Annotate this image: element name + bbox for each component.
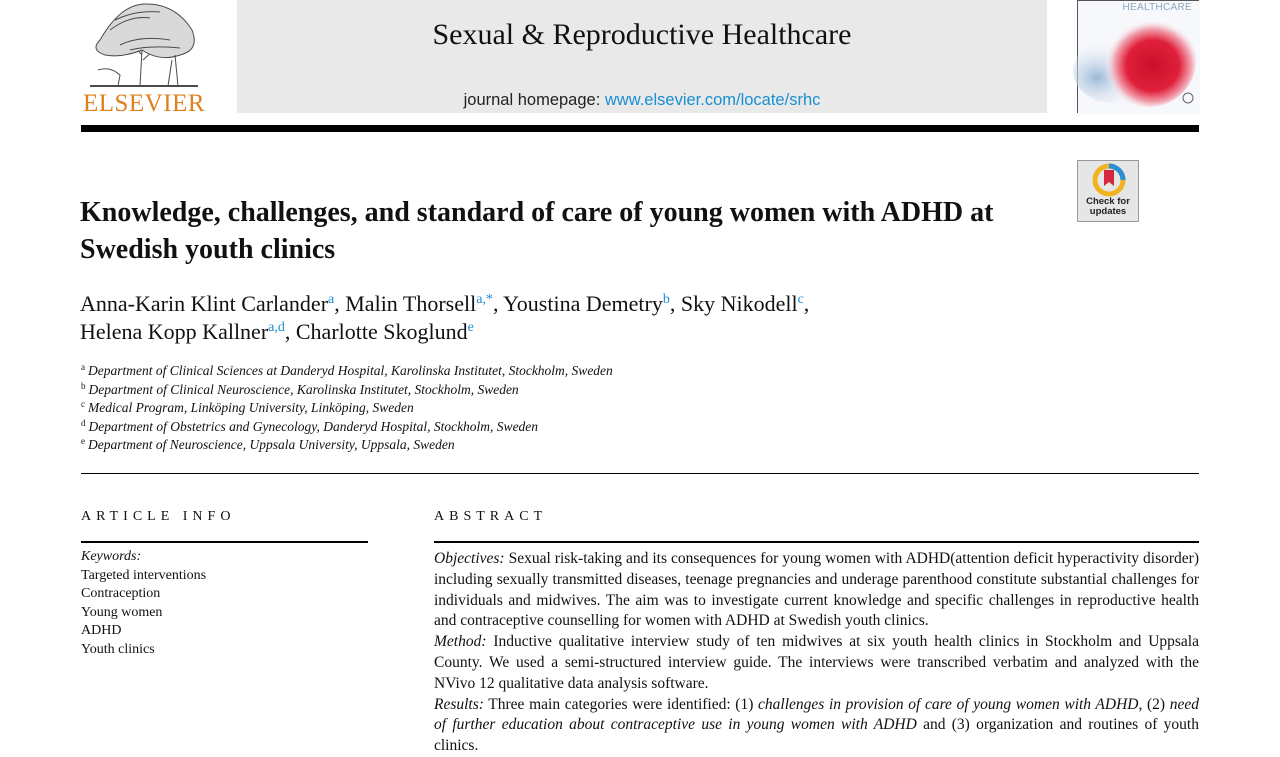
keyword-item: Youth clinics [81,641,155,657]
affiliation-text: Department of Clinical Neuroscience, Karolinska Institutet, Stockholm, Sweden [88,381,519,397]
publisher-logo[interactable] [80,0,208,116]
affiliation-text: Department of Neuroscience, Uppsala University, Uppsala, Sweden [88,437,455,452]
author-separator: , [669,291,681,316]
crossmark-line-1: Check for [1086,196,1130,207]
author-separator: , [284,319,296,344]
article-title: Knowledge, challenges, and standard of care of young women with ADHD at Swedish youth clinics [80,197,994,265]
article-info-heading: ARTICLE INFO [81,509,236,524]
affiliation-item [81,399,981,418]
header-divider [81,125,1199,132]
author-separator: , [492,291,504,316]
article-info-divider [81,541,368,543]
objectives-text: Sexual risk-taking and its consequences for young women with ADHD(attention deficit hyperactivity disorder) including sexually transmitted diseases, teenage pregnancies and underage parenthood constitute substantial challenges for individuals and midwives. The aim was to investigate current knowledge and specific challenges in reproductive health and contraceptive counselling for women with ADHD at Swedish youth clinics. [434,550,1199,630]
author-affiliation-link[interactable]: b [662,292,670,307]
author-affiliation-link[interactable]: e [467,320,474,335]
journal-banner [237,0,1047,113]
crossmark-line-2: updates [1089,205,1127,217]
cover-art-icon [1078,1,1200,114]
affiliation-text: Department of Clinical Sciences at Danderyd Hospital, Karolinska Institutet, Stockholm, Sweden [88,363,613,378]
keyword-item: ADHD [81,623,122,639]
affiliation-marker: e [81,436,85,446]
method-label: Method: [434,633,487,651]
keywords-label: Keywords: [81,549,142,564]
keyword-item: Targeted interventions [81,567,207,583]
author-name[interactable]: Youstina Demetry [503,291,663,316]
results-label: Results: [434,695,484,713]
author-name[interactable]: Malin Thorsell [345,291,477,316]
section-divider [81,473,1199,474]
affiliation-list [81,362,981,455]
author-separator: , [803,291,810,316]
journal-title: Sexual & Reproductive Healthcare [432,18,852,51]
affiliation-marker: c [81,399,85,409]
abstract-body [434,549,1199,757]
affiliation-item [81,362,981,381]
author-affiliation-link[interactable]: c [797,292,804,307]
author-affiliation-link[interactable]: a [328,292,335,307]
affiliation-marker: d [81,417,86,428]
journal-cover-thumbnail[interactable] [1077,0,1199,113]
author-name[interactable]: Anna-Karin Klint Carlander [80,291,329,316]
author-name[interactable]: Charlotte Skoglund [295,319,468,344]
author-separator: , [334,291,346,316]
homepage-prefix: journal homepage: [463,91,605,109]
affiliation-item [81,418,981,437]
crossmark-icon [1078,161,1140,197]
objectives-label: Objectives: [434,550,505,567]
results-text: Three main categories were identified: (1) [483,695,759,713]
abstract-divider [434,541,1199,543]
affiliation-item [81,381,981,400]
results-text: and (3) organization and routines of youth clinics. [434,716,1199,755]
abstract-objectives [434,549,1199,632]
author-name[interactable]: Helena Kopp Kallner [80,319,269,344]
affiliation-item [81,436,981,455]
homepage-link[interactable]: www.elsevier.com/locate/srhc [604,91,821,109]
author-name[interactable]: Sky Nikodell [680,291,798,316]
publisher-name: ELSEVIER [82,90,206,117]
affiliation-marker: a [81,362,85,372]
journal-homepage [237,91,1047,110]
affiliation-text: Medical Program, Linköping University, Linköping, Sweden [88,400,414,415]
affiliation-marker: b [81,380,86,391]
results-text: , (2) [1138,695,1170,713]
author-affiliation-link[interactable]: a,* [476,292,493,307]
crossmark-label [1078,197,1138,216]
author-list [80,290,1080,346]
method-text: Inductive qualitative interview study of ten midwives at six youth health clinics in Stockholm and Uppsala County. We used a semi-structured interview guide. The interviews were transcribed verbatim and analyzed with the NVivo 12 qualitative data analysis software. [434,633,1199,692]
abstract-heading: ABSTRACT [434,509,548,524]
keywords-block [81,548,371,660]
keyword-item: Young women [81,604,163,620]
author-affiliation-link[interactable]: a,d [268,320,285,335]
affiliation-text: Department of Obstetrics and Gynecology, Danderyd Hospital, Stockholm, Sweden [88,418,539,434]
keyword-item: Contraception [81,586,161,602]
keyword-list [81,567,371,660]
abstract-method [434,632,1199,694]
results-category-1: challenges in provision of care of young women with ADHD [758,695,1139,713]
check-for-updates-button[interactable] [1077,160,1139,222]
results-category-2: need of further education about contraceptive use in young women with ADHD [434,695,1199,734]
abstract-results [434,695,1199,757]
cover-title: HEALTHCARE [1122,2,1192,13]
publisher-tree-icon [80,0,208,86]
